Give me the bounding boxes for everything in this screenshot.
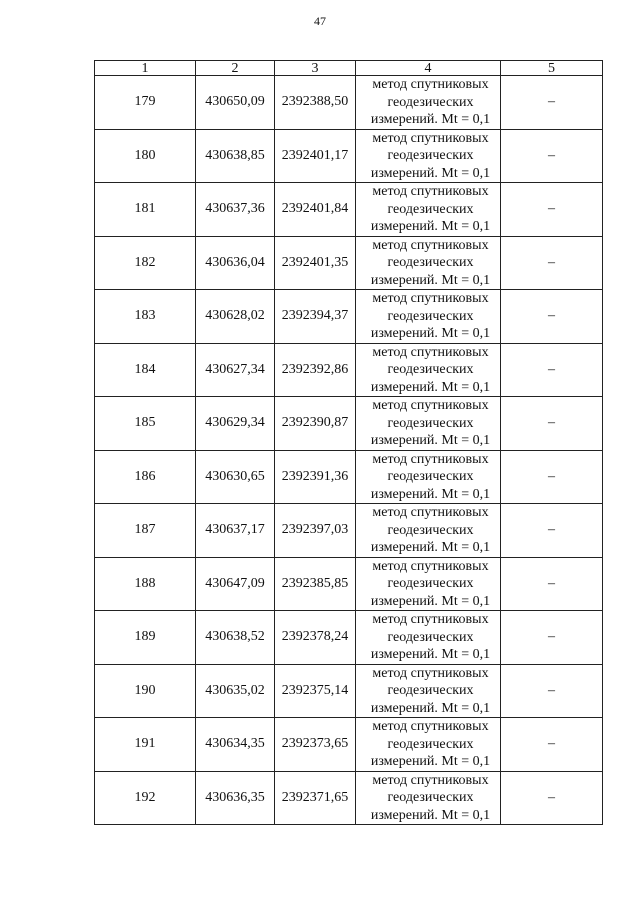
note-cell: – (501, 664, 603, 718)
method-line-3: измерений. Mt = 0,1 (370, 272, 491, 288)
method-line-2: геодезических (387, 255, 474, 270)
note-cell: – (501, 611, 603, 665)
method-line-2: геодезических (387, 201, 474, 217)
point-number-cell: 179 (95, 76, 196, 130)
note-cell: – (501, 183, 603, 237)
point-number-cell: 190 (95, 664, 196, 718)
method-line-2: геодезических (387, 148, 474, 163)
method-line-1: метод спутниковых (372, 237, 489, 253)
y-coordinate-cell: 2392397,03 (275, 504, 356, 558)
method-line-1: метод спутниковых (372, 130, 489, 146)
note-cell: – (501, 343, 603, 397)
note-cell: – (501, 129, 603, 183)
method-line-3: измерений. Mt = 0,1 (370, 486, 491, 502)
table-row (95, 290, 603, 344)
method-cell (356, 236, 501, 290)
y-coordinate-cell: 2392388,50 (275, 76, 356, 130)
y-coordinate-cell: 2392390,87 (275, 397, 356, 451)
column-header-1: 1 (95, 61, 196, 76)
x-coordinate-cell: 430630,65 (196, 450, 275, 504)
x-coordinate-cell: 430636,35 (196, 771, 275, 825)
method-line-3: измерений. Mt = 0,1 (370, 219, 491, 234)
y-coordinate-cell: 2392392,86 (275, 343, 356, 397)
point-number-cell: 184 (95, 343, 196, 397)
method-line-1: метод спутниковых (372, 291, 489, 306)
point-number-cell: 180 (95, 129, 196, 183)
method-cell (356, 771, 501, 825)
y-coordinate-cell: 2392394,37 (275, 290, 356, 344)
method-cell (356, 183, 501, 237)
method-cell (356, 718, 501, 772)
note-cell: – (501, 450, 603, 504)
method-line-3: измерений. Mt = 0,1 (370, 540, 491, 555)
point-number-cell: 182 (95, 236, 196, 290)
y-coordinate-cell: 2392385,85 (275, 557, 356, 611)
page-number: 47 (314, 14, 326, 28)
method-line-1: метод спутниковых (372, 558, 489, 574)
method-line-1: метод спутниковых (372, 451, 489, 467)
point-number-cell: 183 (95, 290, 196, 344)
point-number-cell: 186 (95, 450, 196, 504)
column-header-4: 4 (356, 61, 501, 76)
x-coordinate-cell: 430634,35 (196, 718, 275, 772)
note-cell: – (501, 771, 603, 825)
x-coordinate-cell: 430638,85 (196, 129, 275, 183)
method-line-2: геодезических (387, 469, 474, 484)
x-coordinate-cell: 430627,34 (196, 343, 275, 397)
x-coordinate-cell: 430650,09 (196, 76, 275, 130)
method-line-2: геодезических (387, 683, 474, 698)
column-header-2: 2 (196, 61, 275, 76)
note-cell: – (501, 718, 603, 772)
method-line-3: измерений. Mt = 0,1 (370, 326, 491, 341)
note-cell: – (501, 504, 603, 558)
method-cell (356, 504, 501, 558)
method-line-2: геодезических (387, 415, 474, 431)
method-line-3: измерений. Mt = 0,1 (370, 433, 491, 448)
x-coordinate-cell: 430637,36 (196, 183, 275, 237)
table-row (95, 718, 603, 772)
method-cell (356, 290, 501, 344)
method-line-2: геодезических (387, 308, 474, 324)
x-coordinate-cell: 430638,52 (196, 611, 275, 665)
coordinates-table (94, 60, 603, 825)
method-cell (356, 664, 501, 718)
point-number-cell: 189 (95, 611, 196, 665)
method-cell (356, 129, 501, 183)
method-line-3: измерений. Mt = 0,1 (370, 647, 491, 662)
point-number-cell: 192 (95, 771, 196, 825)
method-cell (356, 450, 501, 504)
method-line-2: геодезических (387, 736, 474, 752)
y-coordinate-cell: 2392371,65 (275, 771, 356, 825)
note-cell: – (501, 397, 603, 451)
y-coordinate-cell: 2392401,17 (275, 129, 356, 183)
method-line-2: геодезических (387, 362, 474, 377)
method-cell (356, 76, 501, 130)
note-cell: – (501, 236, 603, 290)
method-line-2: геодезических (387, 790, 474, 805)
method-line-1: метод спутниковых (372, 77, 489, 92)
method-line-3: измерений. Mt = 0,1 (370, 593, 491, 609)
x-coordinate-cell: 430629,34 (196, 397, 275, 451)
note-cell: – (501, 557, 603, 611)
method-line-1: метод спутниковых (372, 772, 489, 788)
method-line-2: геодезических (387, 522, 474, 538)
table-row (95, 236, 603, 290)
table-row (95, 771, 603, 825)
x-coordinate-cell: 430637,17 (196, 504, 275, 558)
point-number-cell: 191 (95, 718, 196, 772)
table-row (95, 450, 603, 504)
method-line-1: метод спутниковых (372, 665, 489, 681)
method-cell (356, 557, 501, 611)
table-row (95, 76, 603, 130)
x-coordinate-cell: 430628,02 (196, 290, 275, 344)
table-row (95, 557, 603, 611)
y-coordinate-cell: 2392375,14 (275, 664, 356, 718)
note-cell: – (501, 290, 603, 344)
point-number-cell: 185 (95, 397, 196, 451)
table-row (95, 664, 603, 718)
method-line-1: метод спутниковых (372, 344, 489, 360)
y-coordinate-cell: 2392401,35 (275, 236, 356, 290)
table-row (95, 611, 603, 665)
method-line-2: геодезических (387, 94, 474, 110)
method-cell (356, 611, 501, 665)
table-row (95, 504, 603, 558)
x-coordinate-cell: 430636,04 (196, 236, 275, 290)
x-coordinate-cell: 430635,02 (196, 664, 275, 718)
column-header-3: 3 (275, 61, 356, 76)
x-coordinate-cell: 430647,09 (196, 557, 275, 611)
method-line-3: измерений. Mt = 0,1 (370, 807, 491, 823)
note-cell: – (501, 76, 603, 130)
point-number-cell: 187 (95, 504, 196, 558)
table-header-row (95, 61, 603, 76)
method-line-1: метод спутниковых (372, 398, 489, 413)
table-row (95, 183, 603, 237)
point-number-cell: 181 (95, 183, 196, 237)
method-line-1: метод спутниковых (372, 184, 489, 199)
method-line-1: метод спутниковых (372, 505, 489, 520)
method-line-3: измерений. Mt = 0,1 (370, 112, 491, 127)
y-coordinate-cell: 2392401,84 (275, 183, 356, 237)
point-number-cell: 188 (95, 557, 196, 611)
method-cell (356, 343, 501, 397)
method-line-2: геодезических (387, 629, 474, 645)
method-line-3: измерений. Mt = 0,1 (370, 700, 491, 716)
y-coordinate-cell: 2392391,36 (275, 450, 356, 504)
y-coordinate-cell: 2392378,24 (275, 611, 356, 665)
method-line-3: измерений. Mt = 0,1 (370, 379, 491, 395)
table-row (95, 397, 603, 451)
method-cell (356, 397, 501, 451)
table-row (95, 129, 603, 183)
method-line-2: геодезических (387, 576, 474, 591)
method-line-3: измерений. Mt = 0,1 (370, 165, 491, 181)
column-header-5: 5 (501, 61, 603, 76)
method-line-1: метод спутниковых (372, 612, 489, 627)
method-line-1: метод спутниковых (372, 719, 489, 734)
table-row (95, 343, 603, 397)
method-line-3: измерений. Mt = 0,1 (370, 754, 491, 769)
y-coordinate-cell: 2392373,65 (275, 718, 356, 772)
